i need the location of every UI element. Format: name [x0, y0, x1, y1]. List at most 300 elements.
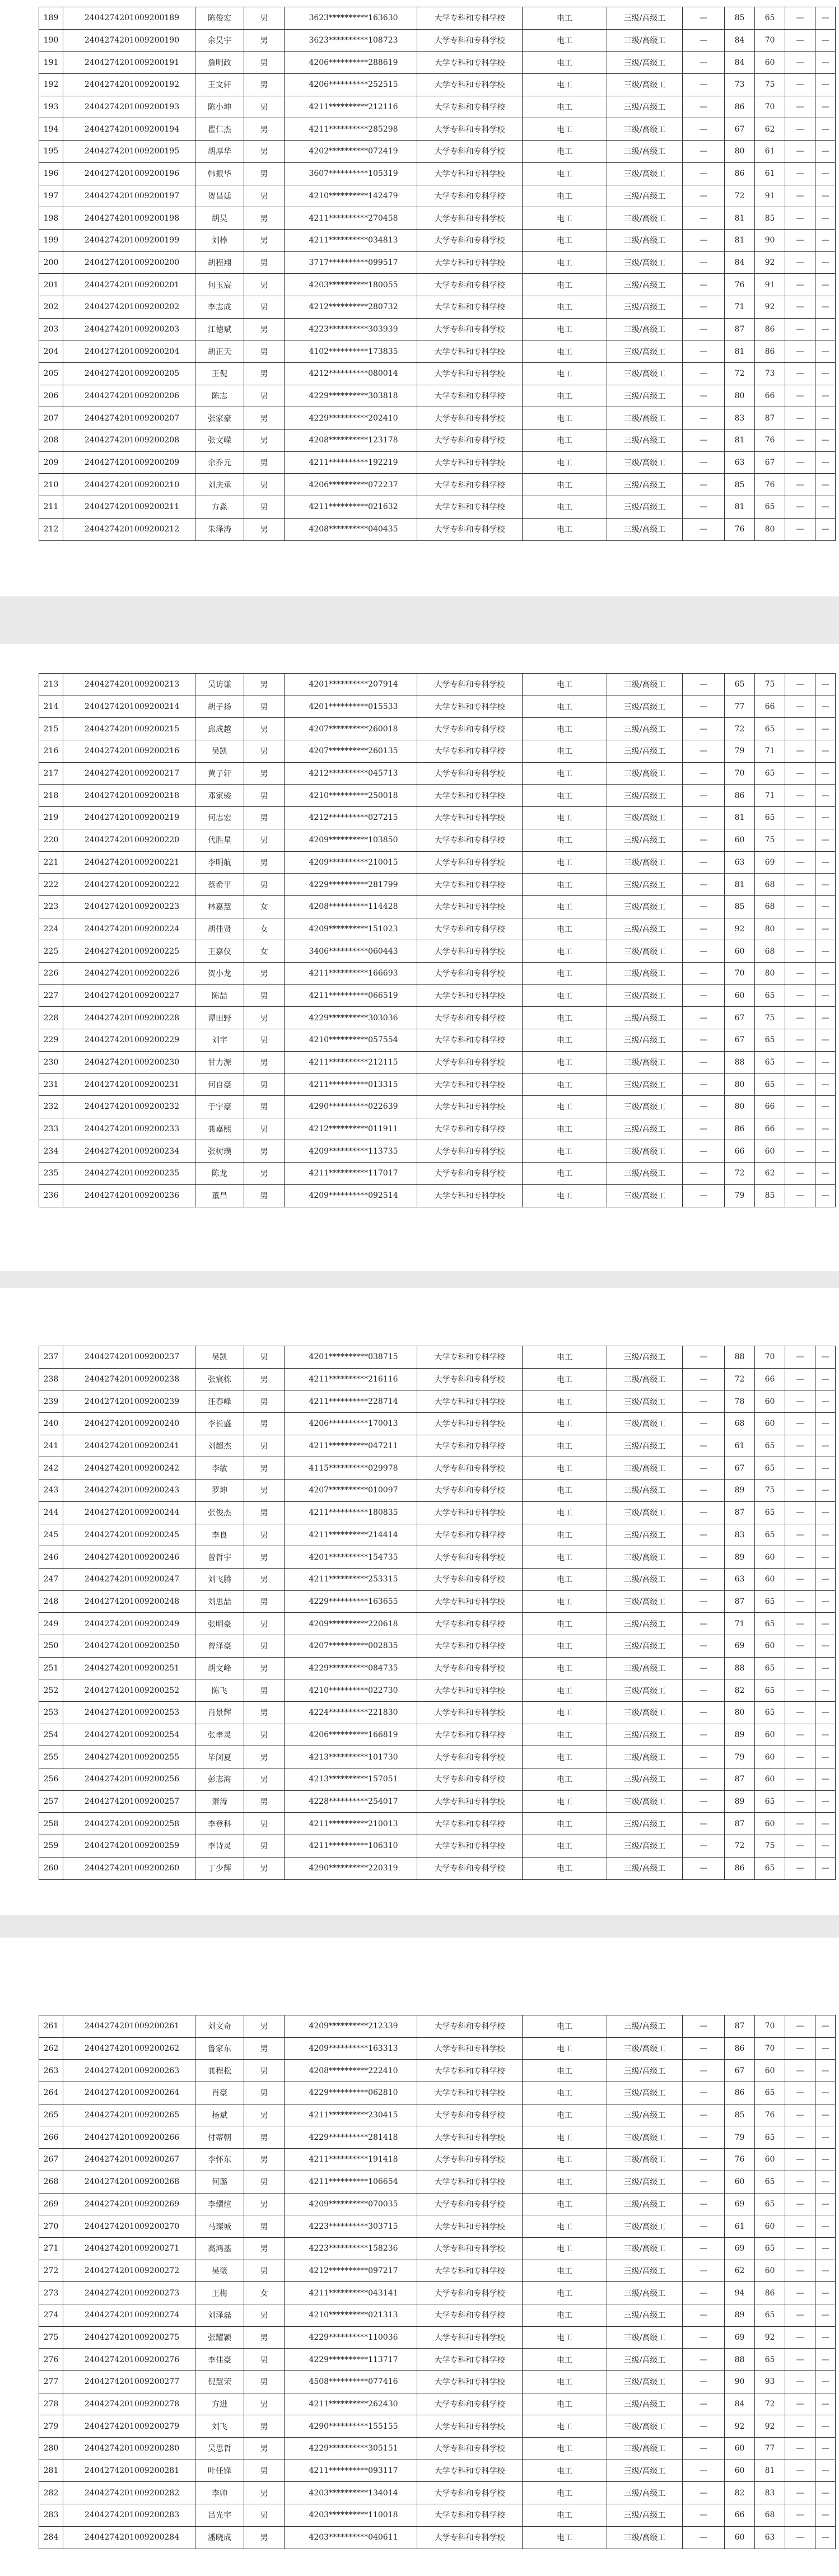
exam-number-cell: 2404274201009200219 — [63, 807, 195, 829]
occupation-cell: 电工 — [523, 1768, 607, 1791]
dash-b-cell: — — [785, 696, 815, 718]
name-cell: 丁少辉 — [195, 1857, 244, 1879]
dash-c-cell: — — [815, 1413, 836, 1435]
dash-a-cell: — — [683, 1390, 725, 1413]
dash-b-cell: — — [785, 2126, 815, 2149]
school-cell: 大学专科和专科学校 — [417, 2438, 523, 2460]
skill-score-cell: 70 — [755, 29, 785, 52]
dash-c-cell: — — [815, 762, 836, 785]
dash-b-cell: — — [785, 518, 815, 540]
level-cell: 三级/高级工 — [607, 1635, 683, 1657]
school-cell: 大学专科和专科学校 — [417, 2193, 523, 2215]
table-row — [39, 407, 836, 430]
id-number-cell: 4210**********022730 — [285, 1679, 417, 1702]
dash-b-cell: — — [785, 1457, 815, 1480]
table-row — [39, 2149, 836, 2171]
name-cell: 李诗灵 — [195, 1835, 244, 1858]
dash-b-cell: — — [785, 1857, 815, 1879]
name-cell: 李敏 — [195, 1457, 244, 1480]
id-number-cell: 4211**********021632 — [285, 496, 417, 519]
dash-b-cell: — — [785, 1435, 815, 1457]
skill-score-cell: 86 — [755, 2282, 785, 2304]
row-index-cell: 267 — [39, 2149, 63, 2171]
school-cell: 大学专科和专科学校 — [417, 118, 523, 141]
table-row — [39, 1007, 836, 1029]
exam-number-cell: 2404274201009200235 — [63, 1163, 195, 1185]
occupation-cell: 电工 — [523, 740, 607, 763]
table-row — [39, 2237, 836, 2260]
name-cell: 鲁家东 — [195, 2037, 244, 2060]
level-cell: 三级/高级工 — [607, 474, 683, 496]
school-cell: 大学专科和专科学校 — [417, 2060, 523, 2082]
dash-a-cell: — — [683, 1051, 725, 1074]
skill-score-cell: 63 — [755, 2526, 785, 2549]
dash-b-cell: — — [785, 940, 815, 963]
dash-b-cell: — — [785, 1007, 815, 1029]
theory-score-cell: 89 — [725, 1790, 755, 1813]
name-cell: 杨斌 — [195, 2104, 244, 2126]
table-row — [39, 1790, 836, 1813]
exam-number-cell: 2404274201009200265 — [63, 2104, 195, 2126]
exam-number-cell: 2404274201009200267 — [63, 2149, 195, 2171]
dash-c-cell: — — [815, 962, 836, 984]
exam-number-cell: 2404274201009200230 — [63, 1051, 195, 1074]
dash-a-cell: — — [683, 2260, 725, 2282]
theory-score-cell: 60 — [725, 984, 755, 1007]
name-cell: 刘庆承 — [195, 474, 244, 496]
school-cell: 大学专科和专科学校 — [417, 962, 523, 984]
dash-b-cell: — — [785, 895, 815, 918]
name-cell: 张文嵘 — [195, 430, 244, 452]
skill-score-cell: 72 — [755, 2393, 785, 2415]
row-index-cell: 219 — [39, 807, 63, 829]
row-index-cell: 230 — [39, 1051, 63, 1074]
skill-score-cell: 60 — [755, 1546, 785, 1569]
id-number-cell: 4210**********021313 — [285, 2304, 417, 2326]
name-cell: 刘超杰 — [195, 1435, 244, 1457]
skill-score-cell: 65 — [755, 2126, 785, 2149]
gender-cell: 女 — [244, 940, 285, 963]
dash-a-cell: — — [683, 2149, 725, 2171]
name-cell: 瞿仁杰 — [195, 118, 244, 141]
table-row — [39, 2526, 836, 2549]
level-cell: 三级/高级工 — [607, 895, 683, 918]
level-cell: 三级/高级工 — [607, 829, 683, 851]
table-row — [39, 496, 836, 519]
gender-cell: 男 — [244, 407, 285, 430]
dash-c-cell: — — [815, 1702, 836, 1724]
dash-b-cell: — — [785, 29, 815, 52]
table-row — [39, 1768, 836, 1791]
dash-b-cell: — — [785, 2349, 815, 2371]
theory-score-cell: 89 — [725, 1724, 755, 1746]
gender-cell: 男 — [244, 1480, 285, 1502]
row-index-cell: 279 — [39, 2415, 63, 2438]
id-number-cell: 4290**********220319 — [285, 1857, 417, 1879]
row-index-cell: 273 — [39, 2282, 63, 2304]
table-row — [39, 296, 836, 318]
level-cell: 三级/高级工 — [607, 962, 683, 984]
name-cell: 韩振华 — [195, 162, 244, 185]
dash-b-cell: — — [785, 2415, 815, 2438]
dash-b-cell: — — [785, 52, 815, 74]
name-cell: 张明豪 — [195, 1613, 244, 1635]
dash-b-cell: — — [785, 2482, 815, 2504]
school-cell: 大学专科和专科学校 — [417, 2104, 523, 2126]
skill-score-cell: 65 — [755, 1857, 785, 1879]
gender-cell: 男 — [244, 2460, 285, 2482]
dash-b-cell: — — [785, 451, 815, 474]
skill-score-cell: 76 — [755, 2104, 785, 2126]
table-row — [39, 162, 836, 185]
theory-score-cell: 90 — [725, 2371, 755, 2393]
skill-score-cell: 65 — [755, 718, 785, 740]
level-cell: 三级/高级工 — [607, 1790, 683, 1813]
level-cell: 三级/高级工 — [607, 918, 683, 940]
row-index-cell: 278 — [39, 2393, 63, 2415]
row-index-cell: 228 — [39, 1007, 63, 1029]
level-cell: 三级/高级工 — [607, 251, 683, 274]
exam-number-cell: 2404274201009200197 — [63, 185, 195, 207]
dash-c-cell: — — [815, 430, 836, 452]
skill-score-cell: 65 — [755, 984, 785, 1007]
name-cell: 何璐 — [195, 2171, 244, 2193]
dash-b-cell: — — [785, 7, 815, 30]
table-row — [39, 74, 836, 96]
level-cell: 三级/高级工 — [607, 2393, 683, 2415]
occupation-cell: 电工 — [523, 52, 607, 74]
school-cell: 大学专科和专科学校 — [417, 296, 523, 318]
level-cell: 三级/高级工 — [607, 385, 683, 407]
exam-number-cell: 2404274201009200268 — [63, 2171, 195, 2193]
dash-a-cell: — — [683, 2349, 725, 2371]
name-cell: 刘思喆 — [195, 1590, 244, 1613]
dash-a-cell: — — [683, 696, 725, 718]
theory-score-cell: 94 — [725, 2282, 755, 2304]
table-row — [39, 2415, 836, 2438]
skill-score-cell: 65 — [755, 7, 785, 30]
gender-cell: 男 — [244, 2415, 285, 2438]
row-index-cell: 245 — [39, 1524, 63, 1546]
id-number-cell: 4211**********117017 — [285, 1163, 417, 1185]
school-cell: 大学专科和专科学校 — [417, 785, 523, 807]
skill-score-cell: 76 — [755, 474, 785, 496]
gender-cell: 男 — [244, 2037, 285, 2060]
theory-score-cell: 76 — [725, 2149, 755, 2171]
row-index-cell: 266 — [39, 2126, 63, 2149]
dash-c-cell: — — [815, 1813, 836, 1835]
level-cell: 三级/高级工 — [607, 274, 683, 296]
dash-b-cell: — — [785, 251, 815, 274]
skill-score-cell: 65 — [755, 2304, 785, 2326]
level-cell: 三级/高级工 — [607, 7, 683, 30]
school-cell: 大学专科和专科学校 — [417, 1413, 523, 1435]
level-cell: 三级/高级工 — [607, 1096, 683, 1118]
id-number-cell: 4229**********281799 — [285, 874, 417, 896]
gender-cell: 男 — [244, 451, 285, 474]
exam-number-cell: 2404274201009200243 — [63, 1480, 195, 1502]
skill-score-cell: 60 — [755, 52, 785, 74]
level-cell: 三级/高级工 — [607, 96, 683, 118]
dash-b-cell: — — [785, 962, 815, 984]
dash-a-cell: — — [683, 207, 725, 230]
skill-score-cell: 92 — [755, 296, 785, 318]
skill-score-cell: 85 — [755, 207, 785, 230]
occupation-cell: 电工 — [523, 1524, 607, 1546]
dash-c-cell: — — [815, 674, 836, 696]
occupation-cell: 电工 — [523, 2104, 607, 2126]
skill-score-cell: 61 — [755, 141, 785, 163]
name-cell: 李长盛 — [195, 1413, 244, 1435]
theory-score-cell: 79 — [725, 2126, 755, 2149]
skill-score-cell: 92 — [755, 2415, 785, 2438]
table-row — [39, 984, 836, 1007]
theory-score-cell: 86 — [725, 162, 755, 185]
skill-score-cell: 90 — [755, 229, 785, 251]
name-cell: 王倪 — [195, 363, 244, 385]
skill-score-cell: 60 — [755, 1746, 785, 1768]
theory-score-cell: 67 — [725, 118, 755, 141]
skill-score-cell: 65 — [755, 2349, 785, 2371]
dash-b-cell: — — [785, 2504, 815, 2527]
occupation-cell: 电工 — [523, 2304, 607, 2326]
level-cell: 三级/高级工 — [607, 1501, 683, 1524]
gender-cell: 男 — [244, 1524, 285, 1546]
level-cell: 三级/高级工 — [607, 1074, 683, 1096]
level-cell: 三级/高级工 — [607, 2260, 683, 2282]
level-cell: 三级/高级工 — [607, 1480, 683, 1502]
school-cell: 大学专科和专科学校 — [417, 7, 523, 30]
id-number-cell: 4224**********221830 — [285, 1702, 417, 1724]
skill-score-cell: 75 — [755, 674, 785, 696]
gender-cell: 男 — [244, 1501, 285, 1524]
occupation-cell: 电工 — [523, 1346, 607, 1369]
dash-a-cell: — — [683, 1702, 725, 1724]
exam-number-cell: 2404274201009200244 — [63, 1501, 195, 1524]
dash-c-cell: — — [815, 162, 836, 185]
theory-score-cell: 72 — [725, 1368, 755, 1390]
skill-score-cell: 65 — [755, 1524, 785, 1546]
id-number-cell: 4290**********022639 — [285, 1096, 417, 1118]
theory-score-cell: 81 — [725, 496, 755, 519]
name-cell: 张孝灵 — [195, 1724, 244, 1746]
gender-cell: 男 — [244, 2326, 285, 2349]
level-cell: 三级/高级工 — [607, 496, 683, 519]
level-cell: 三级/高级工 — [607, 874, 683, 896]
table-row — [39, 318, 836, 340]
exam-number-cell: 2404274201009200195 — [63, 141, 195, 163]
theory-score-cell: 83 — [725, 1524, 755, 1546]
school-cell: 大学专科和专科学校 — [417, 1118, 523, 1140]
dash-b-cell: — — [785, 385, 815, 407]
skill-score-cell: 92 — [755, 2326, 785, 2349]
theory-score-cell: 67 — [725, 2060, 755, 2082]
name-cell: 张耀颖 — [195, 2326, 244, 2349]
occupation-cell: 电工 — [523, 1163, 607, 1185]
row-index-cell: 261 — [39, 2015, 63, 2038]
table-row — [39, 1163, 836, 1185]
dash-c-cell: — — [815, 2104, 836, 2126]
dash-c-cell: — — [815, 229, 836, 251]
row-index-cell: 214 — [39, 696, 63, 718]
dash-a-cell: — — [683, 1007, 725, 1029]
row-index-cell: 248 — [39, 1590, 63, 1613]
school-cell: 大学专科和专科学校 — [417, 1635, 523, 1657]
exam-number-cell: 2404274201009200255 — [63, 1746, 195, 1768]
dash-c-cell: — — [815, 2460, 836, 2482]
dash-c-cell: — — [815, 1568, 836, 1590]
dash-a-cell: — — [683, 1568, 725, 1590]
id-number-cell: 4203**********040611 — [285, 2526, 417, 2549]
occupation-cell: 电工 — [523, 1790, 607, 1813]
dash-b-cell: — — [785, 1184, 815, 1207]
occupation-cell: 电工 — [523, 2371, 607, 2393]
row-index-cell: 270 — [39, 2215, 63, 2238]
dash-b-cell: — — [785, 430, 815, 452]
gender-cell: 男 — [244, 1590, 285, 1613]
dash-c-cell: — — [815, 207, 836, 230]
theory-score-cell: 82 — [725, 2482, 755, 2504]
table-row — [39, 962, 836, 984]
id-number-cell: 4211**********230415 — [285, 2104, 417, 2126]
occupation-cell: 电工 — [523, 1390, 607, 1413]
id-number-cell: 4228**********254017 — [285, 1790, 417, 1813]
dash-a-cell: — — [683, 785, 725, 807]
dash-b-cell: — — [785, 2237, 815, 2260]
dash-b-cell: — — [785, 340, 815, 363]
skill-score-cell: 65 — [755, 1702, 785, 1724]
theory-score-cell: 87 — [725, 1501, 755, 1524]
occupation-cell: 电工 — [523, 296, 607, 318]
id-number-cell: 4211**********047211 — [285, 1435, 417, 1457]
gender-cell: 男 — [244, 1679, 285, 1702]
level-cell: 三级/高级工 — [607, 674, 683, 696]
gender-cell: 男 — [244, 1613, 285, 1635]
exam-number-cell: 2404274201009200222 — [63, 874, 195, 896]
name-cell: 陈小坤 — [195, 96, 244, 118]
occupation-cell: 电工 — [523, 1074, 607, 1096]
skill-score-cell: 65 — [755, 762, 785, 785]
level-cell: 三级/高级工 — [607, 52, 683, 74]
dash-c-cell: — — [815, 874, 836, 896]
table-row — [39, 340, 836, 363]
name-cell: 张树璞 — [195, 1140, 244, 1163]
skill-score-cell: 66 — [755, 696, 785, 718]
dash-a-cell: — — [683, 1790, 725, 1813]
id-number-cell: 4223**********303939 — [285, 318, 417, 340]
skill-score-cell: 65 — [755, 2193, 785, 2215]
id-number-cell: 4229**********281418 — [285, 2126, 417, 2149]
id-number-cell: 4207**********002835 — [285, 1635, 417, 1657]
gender-cell: 男 — [244, 1096, 285, 1118]
dash-a-cell: — — [683, 141, 725, 163]
id-number-cell: 4212**********011911 — [285, 1118, 417, 1140]
exam-number-cell: 2404274201009200277 — [63, 2371, 195, 2393]
id-number-cell: 4211**********262430 — [285, 2393, 417, 2415]
occupation-cell: 电工 — [523, 1118, 607, 1140]
table-row — [39, 940, 836, 963]
level-cell: 三级/高级工 — [607, 696, 683, 718]
dash-b-cell: — — [785, 2149, 815, 2171]
id-number-cell: 4201**********038715 — [285, 1346, 417, 1369]
school-cell: 大学专科和专科学校 — [417, 851, 523, 874]
gender-cell: 女 — [244, 918, 285, 940]
exam-number-cell: 2404274201009200228 — [63, 1007, 195, 1029]
school-cell: 大学专科和专科学校 — [417, 1724, 523, 1746]
occupation-cell: 电工 — [523, 2237, 607, 2260]
exam-number-cell: 2404274201009200257 — [63, 1790, 195, 1813]
level-cell: 三级/高级工 — [607, 762, 683, 785]
dash-b-cell: — — [785, 1746, 815, 1768]
school-cell: 大学专科和专科学校 — [417, 207, 523, 230]
exam-number-cell: 2404274201009200225 — [63, 940, 195, 963]
table-row — [39, 1140, 836, 1163]
dash-b-cell: — — [785, 1501, 815, 1524]
dash-b-cell: — — [785, 296, 815, 318]
theory-score-cell: 85 — [725, 474, 755, 496]
skill-score-cell: 65 — [755, 807, 785, 829]
dash-c-cell: — — [815, 340, 836, 363]
exam-number-cell: 2404274201009200234 — [63, 1140, 195, 1163]
school-cell: 大学专科和专科学校 — [417, 1679, 523, 1702]
id-number-cell: 3406**********060443 — [285, 940, 417, 963]
dash-a-cell: — — [683, 2037, 725, 2060]
dash-a-cell: — — [683, 940, 725, 963]
gender-cell: 男 — [244, 2371, 285, 2393]
dash-c-cell: — — [815, 2237, 836, 2260]
school-cell: 大学专科和专科学校 — [417, 807, 523, 829]
occupation-cell: 电工 — [523, 1501, 607, 1524]
school-cell: 大学专科和专科学校 — [417, 29, 523, 52]
level-cell: 三级/高级工 — [607, 807, 683, 829]
theory-score-cell: 82 — [725, 1679, 755, 1702]
name-cell: 曾泽豪 — [195, 1635, 244, 1657]
id-number-cell: 3623**********163630 — [285, 7, 417, 30]
row-index-cell: 250 — [39, 1635, 63, 1657]
name-cell: 朱泽涛 — [195, 518, 244, 540]
skill-score-cell: 65 — [755, 1457, 785, 1480]
id-number-cell: 4210**********142479 — [285, 185, 417, 207]
occupation-cell: 电工 — [523, 118, 607, 141]
dash-b-cell: — — [785, 1768, 815, 1791]
theory-score-cell: 71 — [725, 296, 755, 318]
exam-number-cell: 2404274201009200203 — [63, 318, 195, 340]
theory-score-cell: 61 — [725, 2215, 755, 2238]
theory-score-cell: 85 — [725, 7, 755, 30]
level-cell: 三级/高级工 — [607, 1524, 683, 1546]
exam-number-cell: 2404274201009200278 — [63, 2393, 195, 2415]
dash-b-cell: — — [785, 141, 815, 163]
dash-a-cell: — — [683, 318, 725, 340]
level-cell: 三级/高级工 — [607, 2060, 683, 2082]
school-cell: 大学专科和专科学校 — [417, 1746, 523, 1768]
dash-a-cell: — — [683, 2526, 725, 2549]
dash-a-cell: — — [683, 118, 725, 141]
dash-c-cell: — — [815, 29, 836, 52]
id-number-cell: 4203**********110018 — [285, 2504, 417, 2527]
gender-cell: 男 — [244, 1813, 285, 1835]
gender-cell: 男 — [244, 2504, 285, 2527]
skill-score-cell: 65 — [755, 1657, 785, 1679]
level-cell: 三级/高级工 — [607, 1140, 683, 1163]
dash-c-cell: — — [815, 2438, 836, 2460]
occupation-cell: 电工 — [523, 1096, 607, 1118]
skill-score-cell: 62 — [755, 118, 785, 141]
dash-c-cell: — — [815, 1546, 836, 1569]
id-number-cell: 4211**********191418 — [285, 2149, 417, 2171]
dash-c-cell: — — [815, 940, 836, 963]
occupation-cell: 电工 — [523, 940, 607, 963]
